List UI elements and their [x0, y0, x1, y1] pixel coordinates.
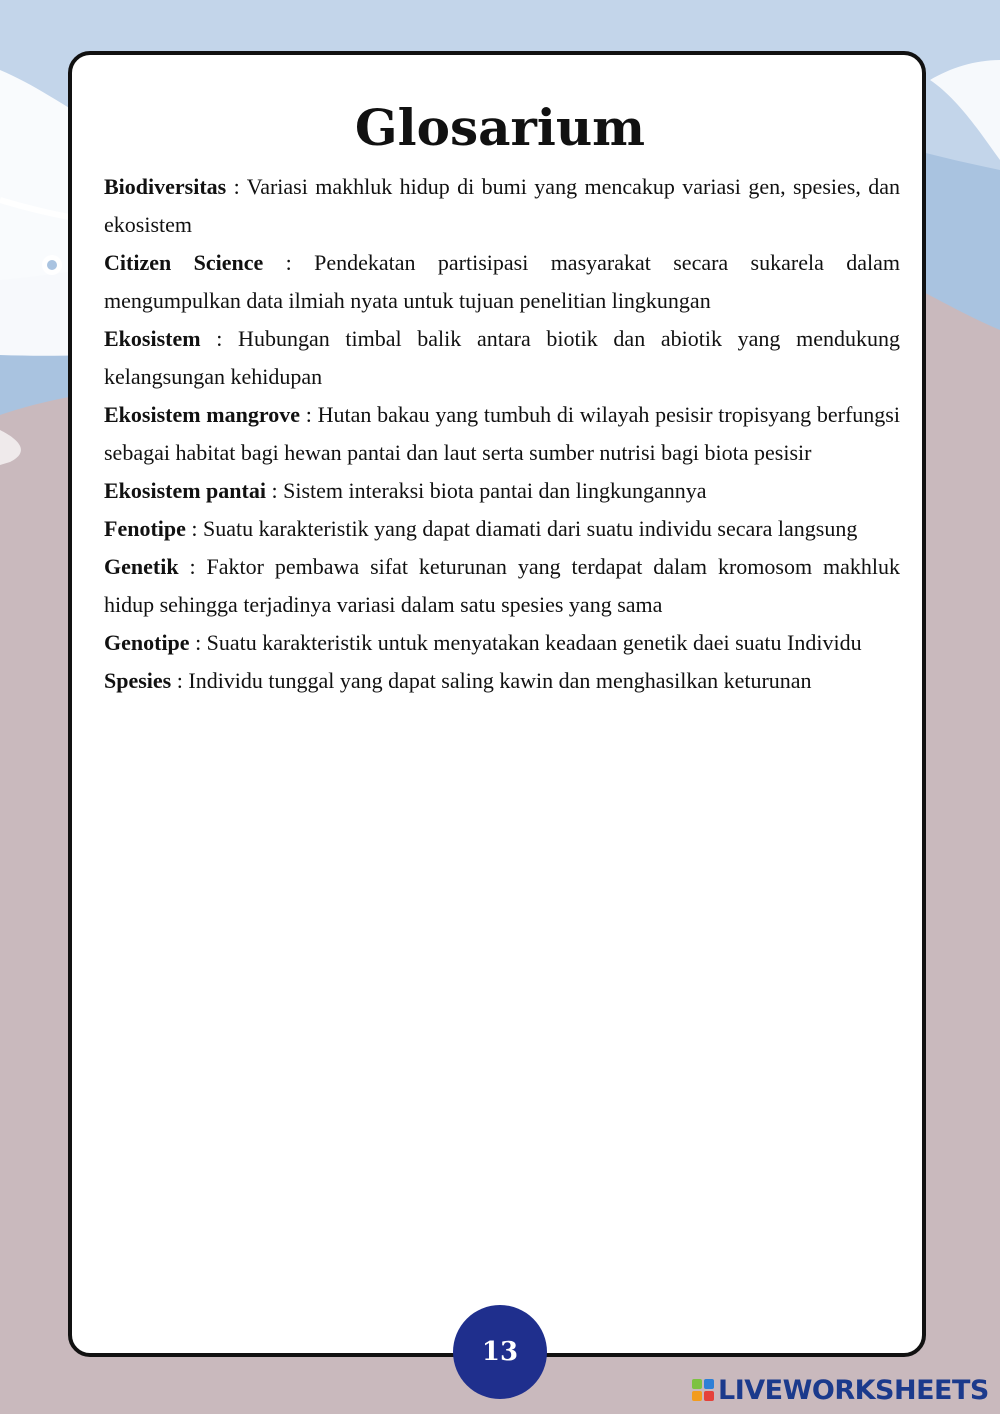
glossary-entry: [104, 320, 900, 396]
glossary-term: Fenotipe: [104, 516, 186, 541]
glossary-definition: : Pendekatan partisipasi masyarakat secara sukarela dalam mengumpulkan data ilmiah nyata untuk tujuan penelitian lingkungan: [104, 250, 900, 313]
glossary-entry: [104, 168, 900, 244]
glossary-term: Biodiversitas: [104, 174, 227, 199]
glossary-list: [104, 168, 900, 700]
liveworksheets-logo-icon: [692, 1379, 714, 1401]
glossary-definition: : Suatu karakteristik yang dapat diamati dari suatu individu secara langsung: [185, 516, 858, 541]
logo-square: [692, 1391, 702, 1401]
glossary-entry: [104, 662, 900, 700]
glossary-term: Citizen Science: [104, 250, 264, 275]
glossary-entry: [104, 624, 900, 662]
glossary-definition: : Hutan bakau yang tumbuh di wilayah pesisir tropisyang berfungsi sebagai habitat bagi hewan pantai dan laut serta sumber nutrisi bagi biota pesisir: [104, 402, 900, 465]
page-title: Glosarium: [354, 98, 646, 157]
logo-square: [704, 1391, 714, 1401]
glossary-entry: [104, 244, 900, 320]
glossary-entry: [104, 510, 900, 548]
glossary-entry: [104, 472, 900, 510]
watermark-text: LIVEWORKSHEETS: [718, 1374, 989, 1406]
glossary-term: Ekosistem mangrove: [104, 402, 300, 427]
logo-square: [704, 1379, 714, 1389]
liveworksheets-watermark[interactable]: [692, 1372, 989, 1408]
page-number-badge: 13: [453, 1305, 547, 1399]
glossary-definition: : Sistem interaksi biota pantai dan lingkungannya: [265, 478, 707, 503]
glossary-term: Ekosistem: [104, 326, 201, 351]
logo-square: [692, 1379, 702, 1389]
glossary-definition: : Suatu karakteristik untuk menyatakan keadaan genetik daei suatu Individu: [189, 630, 862, 655]
glossary-entry: [104, 548, 900, 624]
glossary-definition: : Hubungan timbal balik antara biotik dan abiotik yang mendukung kelangsungan kehidupan: [104, 326, 900, 389]
glossary-term: Spesies: [104, 668, 172, 693]
glossary-definition: : Faktor pembawa sifat keturunan yang terdapat dalam kromosom makhluk hidup sehingga terjadinya variasi dalam satu spesies yang sama: [104, 554, 900, 617]
glossary-definition: : Individu tunggal yang dapat saling kawin dan menghasilkan keturunan: [171, 668, 812, 693]
glossary-term: Genetik: [104, 554, 179, 579]
glossary-term: Ekosistem pantai: [104, 478, 266, 503]
glossary-entry: [104, 396, 900, 472]
glossary-term: Genotipe: [104, 630, 190, 655]
glossary-definition: : Variasi makhluk hidup di bumi yang mencakup variasi gen, spesies, dan ekosistem: [104, 174, 900, 237]
